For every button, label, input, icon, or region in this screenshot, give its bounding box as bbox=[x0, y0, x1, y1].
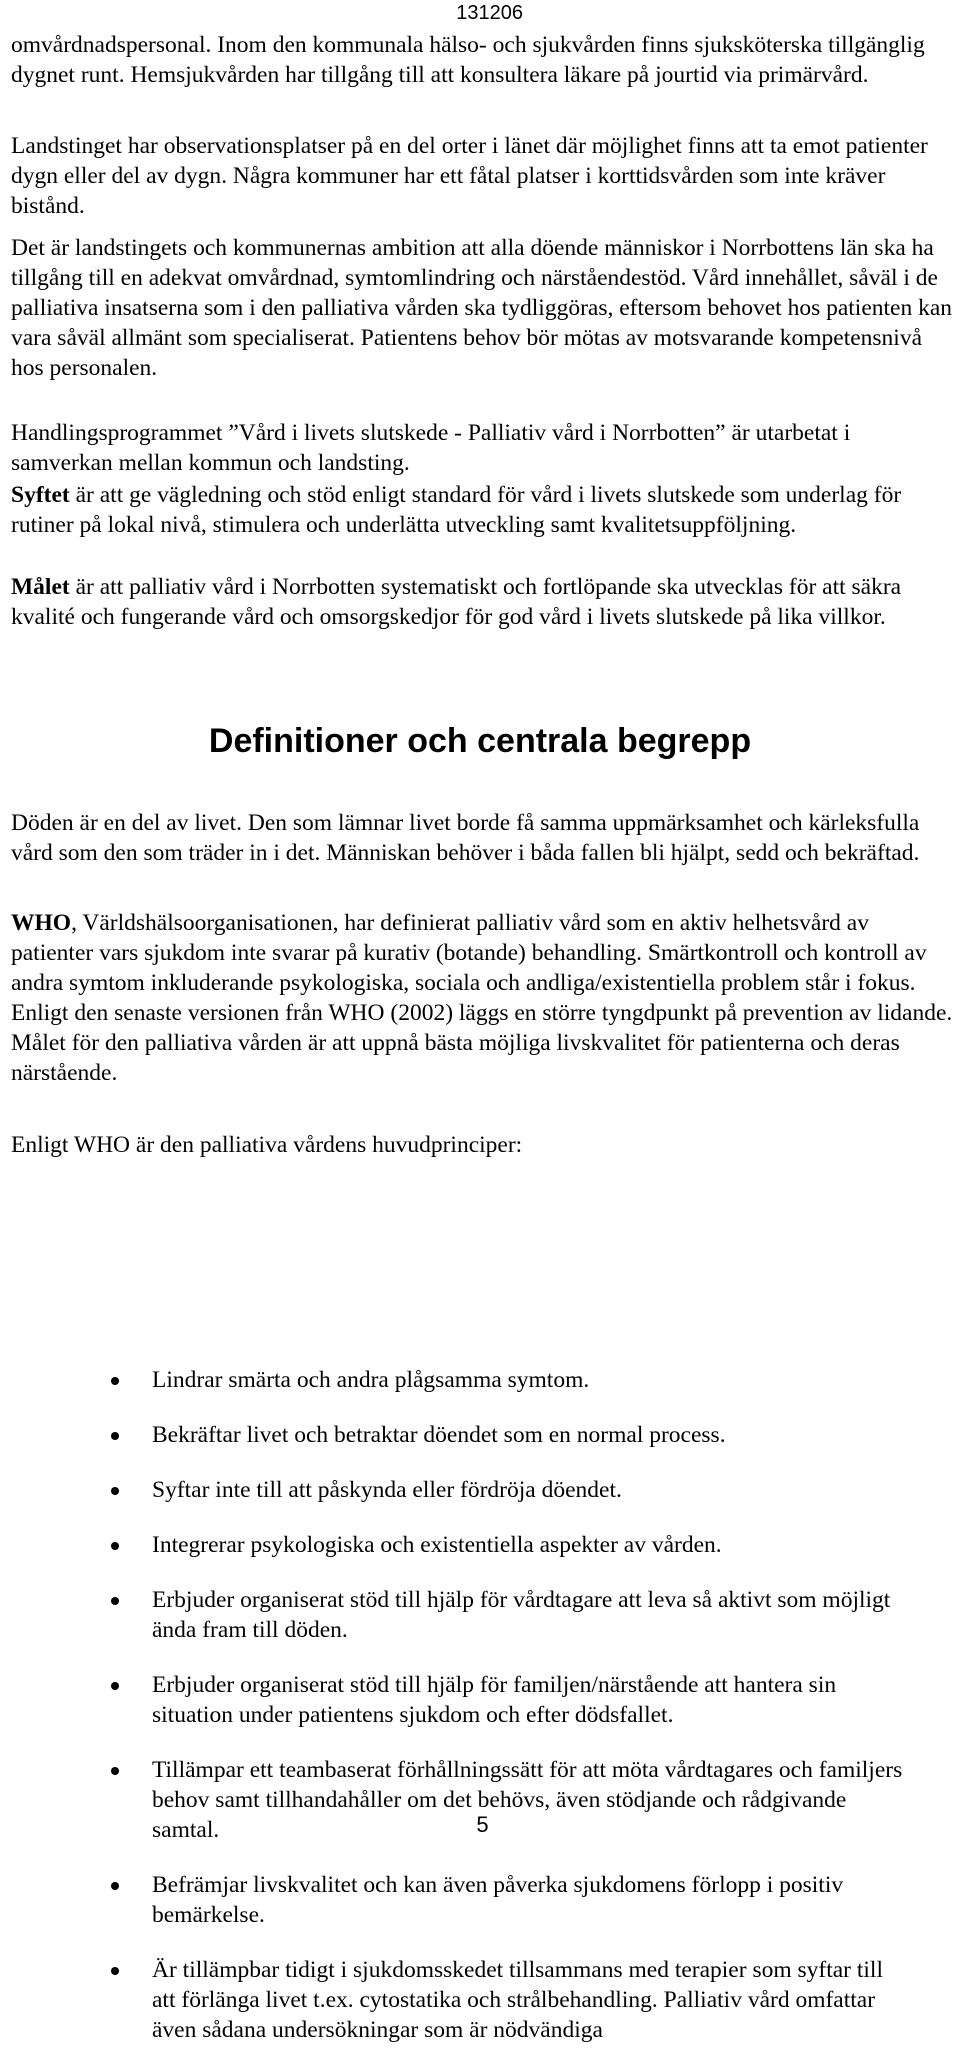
bullet-icon bbox=[111, 1432, 119, 1440]
principle-text: Syftar inte till att påskynda eller fördröja döendet. bbox=[152, 1477, 622, 1503]
principle-item bbox=[0, 1365, 912, 1395]
bullet-icon bbox=[111, 1682, 119, 1690]
paragraph-principles-intro: Enligt WHO är den palliativa vårdens huvudprinciper: bbox=[11, 1132, 523, 1158]
paragraph-syftet bbox=[11, 480, 956, 540]
bullet-icon bbox=[111, 1767, 119, 1775]
paragraph-who bbox=[11, 908, 956, 1088]
principle-text: Tillämpar ett teambaserat förhållningssätt för att möta vårdtagares och familjers behov samt tillhandahåller om det behövs, även stödjande och rådgivande samtal. bbox=[152, 1757, 903, 1843]
principle-text: Befrämjar livskvalitet och kan även påverka sjukdomens förlopp i positiv bemärkelse. bbox=[152, 1872, 844, 1928]
principle-item bbox=[0, 1420, 912, 1450]
bullet-icon bbox=[111, 1967, 119, 1975]
principle-item bbox=[0, 1670, 912, 1730]
paragraph-program: Handlingsprogrammet ”Vård i livets slutskede - Palliativ vård i Norrbotten” är utarbetat i samverkan mellan kommun och landsting. bbox=[11, 420, 851, 476]
malet-text: är att palliativ vård i Norrbotten systematiskt och fortlöpande ska utvecklas för att säkra kvalité och fungerande vård och omsorgskedjor för god vård i livets slutskede på lika villkor. bbox=[11, 574, 902, 630]
bullet-icon bbox=[111, 1377, 119, 1385]
syftet-label: Syftet bbox=[11, 482, 70, 508]
paragraph-observation: Landstinget har observationsplatser på en del orter i länet där möjlighet finns att ta emot patienter dygn eller del av dygn. Några kommuner har ett fåtal platser i korttidsvården som inte kräver bistånd. bbox=[11, 133, 928, 219]
section-heading: Definitioner och centrala begrepp bbox=[208, 722, 752, 760]
bullet-icon bbox=[111, 1597, 119, 1605]
page-number: 5 bbox=[476, 1812, 489, 1837]
principle-item bbox=[0, 1475, 912, 1505]
who-text: , Världshälsoorganisationen, har definierat palliativ vård som en aktiv helhetsvård av patienter vars sjukdom inte svarar på kurativ (botande) behandling. Smärtkontroll och kontroll av andra symtom inkluderande psykologiska, sociala och andliga/existentiella problem står i fokus. Enligt den senaste versionen från WHO (2002) läggs en större tyngdpunkt på prevention av lidande. Målet för den palliativa vården är att uppnå bästa möjliga livskvalitet för patienterna och deras närstående. bbox=[11, 910, 953, 1086]
principles-list bbox=[0, 1365, 960, 2070]
principle-item bbox=[0, 1530, 912, 1560]
principle-text: Bekräftar livet och betraktar döendet som en normal process. bbox=[152, 1422, 726, 1448]
principle-text: Är tillämpbar tidigt i sjukdomsskedet tillsammans med terapier som syftar till att förlänga livet t.ex. cytostatika och strålbehandling. Palliativ vård omfattar även sådana undersökningar som är nödvändiga bbox=[152, 1957, 883, 2043]
paragraph-intro: omvårdnadspersonal. Inom den kommunala hälso- och sjukvården finns sjuksköterska tillgänglig dygnet runt. Hemsjukvården har tillgång till att konsultera läkare på jourtid via primärvård. bbox=[11, 32, 925, 88]
bullet-icon bbox=[111, 1542, 119, 1550]
principle-item bbox=[0, 1870, 912, 1930]
who-label: WHO bbox=[11, 910, 72, 936]
paragraph-malet bbox=[11, 572, 956, 632]
principle-text: Integrerar psykologiska och existentiella aspekter av vården. bbox=[152, 1532, 722, 1558]
syftet-text: är att ge vägledning och stöd enligt standard för vård i livets slutskede som underlag för rutiner på lokal nivå, stimulera och underlätta utveckling samt kvalitetsuppföljning. bbox=[11, 482, 902, 538]
principle-item bbox=[0, 1955, 912, 2045]
paragraph-death: Döden är en del av livet. Den som lämnar livet borde få samma uppmärksamhet och kärleksfulla vård som den som träder in i det. Människan behöver i båda fallen bli hjälpt, sedd och bekräftad. bbox=[11, 810, 920, 866]
bullet-icon bbox=[111, 1487, 119, 1495]
principle-text: Erbjuder organiserat stöd till hjälp för familjen/närstående att hantera sin situation under patientens sjukdom och efter dödsfallet. bbox=[152, 1672, 837, 1728]
document-id: 131206 bbox=[456, 2, 523, 24]
paragraph-ambition: Det är landstingets och kommunernas ambition att alla döende människor i Norrbottens län ska ha tillgång till en adekvat omvårdnad, symtomlindring och närståendestöd. Vård innehållet, såväl i de palliativa insatserna som i den palliativa vården ska tydliggöras, eftersom behovet hos patienten kan vara såväl allmänt som specialiserat. Patientens behov bör mötas av motsvarande kompetensnivå hos personalen. bbox=[11, 235, 953, 381]
principle-item bbox=[0, 1585, 912, 1645]
bullet-icon bbox=[111, 1882, 119, 1890]
principle-text: Erbjuder organiserat stöd till hjälp för vårdtagare att leva så aktivt som möjligt ända fram till döden. bbox=[152, 1587, 891, 1643]
principle-text: Lindrar smärta och andra plågsamma symtom. bbox=[152, 1367, 590, 1393]
malet-label: Målet bbox=[11, 574, 70, 600]
